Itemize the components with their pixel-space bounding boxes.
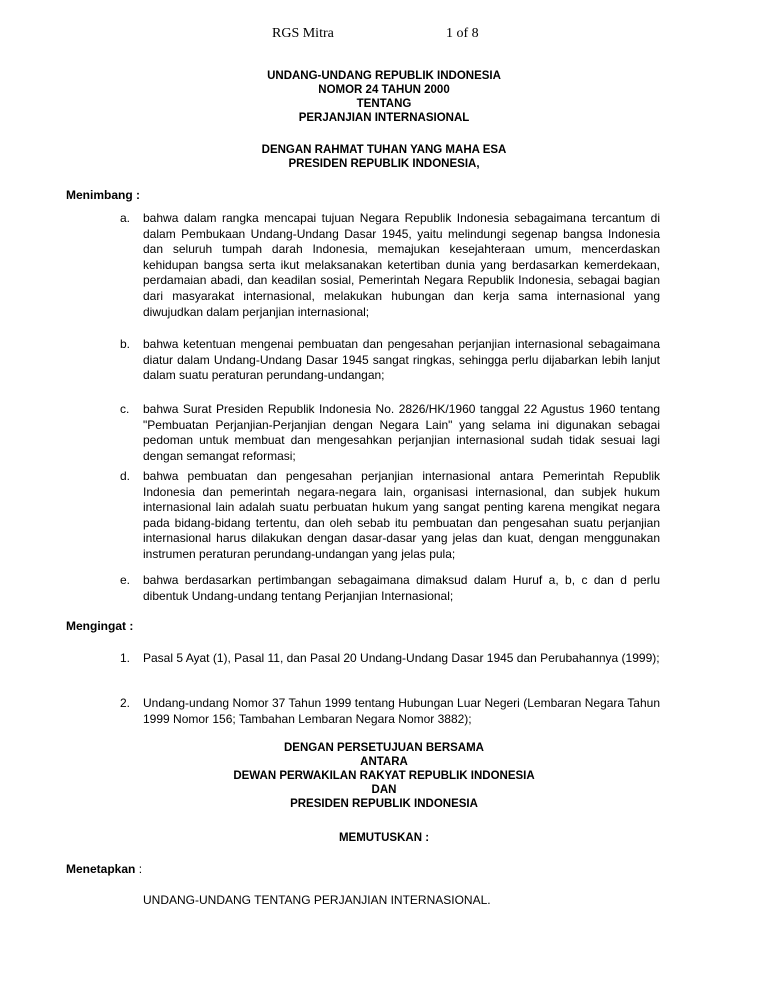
menimbang-item-a [120, 211, 660, 321]
title-line: PERJANJIAN INTERNASIONAL [298, 112, 470, 124]
mengingat-label: Mengingat : [66, 619, 134, 633]
menimbang-label: Menimbang : [66, 188, 140, 202]
document-title [0, 69, 768, 125]
item-text: bahwa dalam rangka mencapai tujuan Negara Republik Indonesia sebagaimana tercantum di dalam Pembukaan Undang-Undang Dasar 1945, yaitu melindungi segenap bangsa Indonesia dan seluruh tumpah darah Indonesia, memajukan kesejahteraan umum, mencerdaskan kehidupan bangsa serta ikut melaksanakan ketertiban dunia yang berdasarkan kemerdekaan, perdamaian abadi, dan keadilan sosial, Pemerintah Negara Republik Indonesia, sebagai bagian dari masyarakat internasional, melakukan hubungan dan kerja sama internasional yang diwujudkan dalam perjanjian internasional; [143, 211, 660, 319]
page-header [0, 26, 768, 46]
mengingat-item-1 [120, 651, 660, 683]
persetujuan-line: DEWAN PERWAKILAN RAKYAT REPUBLIK INDONESIA [233, 770, 535, 782]
item-text: bahwa Surat Presiden Republik Indonesia No. 2826/HK/1960 tanggal 22 Agustus 1960 tentang "Pembuatan Perjanjian-Perjanjian dengan Negara Lain" yang selama ini digunakan sebagai pedoman untuk membuat dan mengesahkan perjanjian internasional sudah tidak sesuai lagi dengan semangat reformasi; [143, 402, 660, 463]
title-line: TENTANG [356, 98, 412, 110]
item-marker: e. [120, 573, 131, 587]
menetapkan-text: UNDANG-UNDANG TENTANG PERJANJIAN INTERNASIONAL. [143, 893, 491, 907]
item-marker: d. [120, 469, 131, 483]
title-line: UNDANG-UNDANG REPUBLIK INDONESIA [267, 70, 501, 82]
item-marker: a. [120, 211, 131, 225]
persetujuan-line: PRESIDEN REPUBLIK INDONESIA [290, 798, 478, 810]
memutuskan-heading: MEMUTUSKAN : [338, 832, 430, 844]
persetujuan-line: DAN [371, 784, 397, 796]
menimbang-item-c [120, 402, 660, 464]
title-line: NOMOR 24 TAHUN 2000 [318, 84, 450, 96]
preamble-line: PRESIDEN REPUBLIK INDONESIA, [288, 158, 480, 170]
menetapkan-colon: : [135, 862, 143, 876]
item-marker: 2. [120, 696, 131, 710]
header-source: RGS Mitra [272, 26, 334, 41]
persetujuan-line: DENGAN PERSETUJUAN BERSAMA [284, 742, 484, 754]
menimbang-item-d [120, 469, 660, 563]
mengingat-item-2 [120, 696, 660, 728]
item-text: Pasal 5 Ayat (1), Pasal 11, dan Pasal 20 Undang-Undang Dasar 1945 dan Perubahannya (1999); [143, 651, 660, 665]
item-text: bahwa pembuatan dan pengesahan perjanjian internasional antara Pemerintah Republik Indonesia dan pemerintah negara-negara lain, organisasi internasional, dan subjek hukum internasional lain adalah suatu perbuatan hukum yang sangat penting karena mengikat negara pada bidang-bidang tertentu, dan oleh sebab itu pembuatan dan pengesahan suatu perjanjian internasional harus dilakukan dengan dasar-dasar yang jelas dan kuat, dengan menggunakan instrumen peraturan perundang-undangan yang jelas pula; [143, 469, 660, 561]
preamble [0, 143, 768, 171]
menimbang-item-e [120, 573, 660, 605]
menetapkan-row [66, 862, 142, 876]
menetapkan-label: Menetapkan [66, 862, 136, 876]
persetujuan-block [0, 741, 768, 811]
item-marker: c. [120, 402, 130, 416]
item-text: bahwa ketentuan mengenai pembuatan dan pengesahan perjanjian internasional sebagaimana diatur dalam Undang-Undang Dasar 1945 sangat ringkas, sehingga perlu dijabarkan lebih lanjut dalam suatu peraturan perundang-undangan; [143, 337, 660, 383]
preamble-line: DENGAN RAHMAT TUHAN YANG MAHA ESA [261, 144, 507, 156]
item-text: Undang-undang Nomor 37 Tahun 1999 tentang Hubungan Luar Negeri (Lembaran Negara Tahun 1999 Nomor 156; Tambahan Lembaran Negara Nomor 3882); [143, 696, 660, 726]
item-marker: 1. [120, 651, 131, 665]
header-page-number: 1 of 8 [446, 26, 479, 41]
item-marker: b. [120, 337, 131, 351]
persetujuan-line: ANTARA [360, 756, 408, 768]
item-text: bahwa berdasarkan pertimbangan sebagaimana dimaksud dalam Huruf a, b, c dan d perlu dibentuk Undang-undang tentang Perjanjian Internasional; [143, 573, 660, 603]
menimbang-item-b [120, 337, 660, 385]
